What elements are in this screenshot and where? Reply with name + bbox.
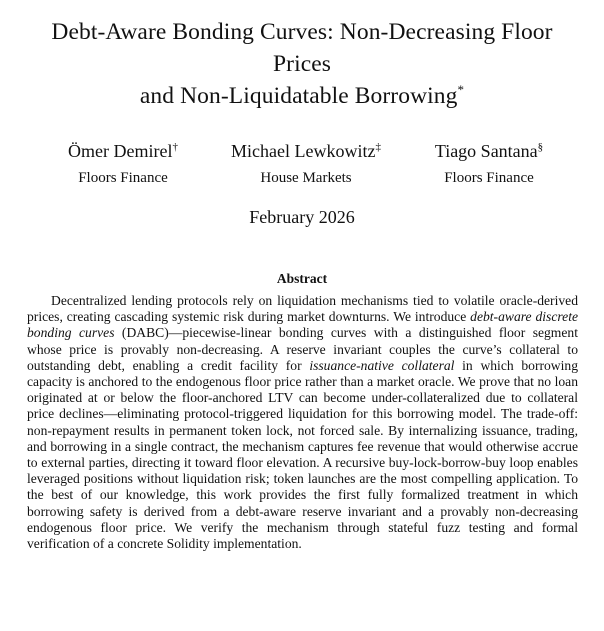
title-line-3-text: and Non-Liquidatable Borrowing xyxy=(139,83,458,109)
author-list xyxy=(0,140,604,190)
author-footnote-mark: ‡ xyxy=(375,141,381,153)
author-name: Tiago Santana xyxy=(434,141,538,161)
abstract-body xyxy=(27,293,578,552)
title-line-2: Prices xyxy=(272,51,332,77)
author-name: Ömer Demirel xyxy=(68,141,173,161)
abstract-term-collateral: issuance-native collateral xyxy=(309,357,455,373)
paper-date: February 2026 xyxy=(249,207,355,227)
abstract-text-1: Decentralized lending protocols rely on liquidation mechanisms tied to volatile oracle-derived prices, creating cascading systemic risk during market downturns. We introduce xyxy=(27,293,578,325)
author-3 xyxy=(389,140,589,188)
author-name: Michael Lewkowitz xyxy=(231,141,376,161)
abstract-term-dabc: debt-aware discrete bonding curves xyxy=(27,309,579,341)
paper-title xyxy=(0,16,604,112)
abstract-text-2: (DABC)—piecewise-linear bonding curves with a distinguished floor segment whose price is provably non-decreasing. A reserve invariant couples the curve’s collateral to outstanding debt, enabling a credit facility for xyxy=(27,325,578,373)
author-2 xyxy=(206,140,406,188)
abstract-text-3: in which borrowing capacity is anchored to the endogenous floor price rather than a market oracle. We prove that no loan originated at or below the floor-anchored LTV can become under-collateralized due to collateral price declines—eliminating protocol-triggered liquidation for this borrowing model. The trade-off: non-repayment results in permanent token lock, not forced sale. By internalizing issuance, trading, and borrowing in a single contract, the mechanism captures fee revenue that would otherwise accrue to external parties, directing it toward floor elevation. A recursive buy-lock-borrow-buy loop enables leveraged positions without liquidation risk; token launches are the most compelling application. To the best of our knowledge, this work provides the first fully formalized treatment in which borrowing safety is derived from a debt-aware reserve invariant and a provably non-decreasing endogenous floor price. We verify the mechanism through stateful fuzz testing and formal verification of a concrete Solidity implementation. xyxy=(27,357,578,552)
author-footnote-mark: § xyxy=(537,141,544,153)
title-footnote-mark: * xyxy=(457,82,465,98)
title-line-1: Debt-Aware Bonding Curves: Non-Decreasing Floor xyxy=(51,19,553,45)
title-line-3 xyxy=(0,80,604,112)
author-affiliation: House Markets xyxy=(260,170,352,186)
abstract-heading: Abstract xyxy=(276,271,328,286)
author-affiliation: Floors Finance xyxy=(78,170,168,186)
author-affiliation: Floors Finance xyxy=(444,170,534,186)
author-footnote-mark: † xyxy=(172,141,178,153)
author-1 xyxy=(23,140,223,188)
